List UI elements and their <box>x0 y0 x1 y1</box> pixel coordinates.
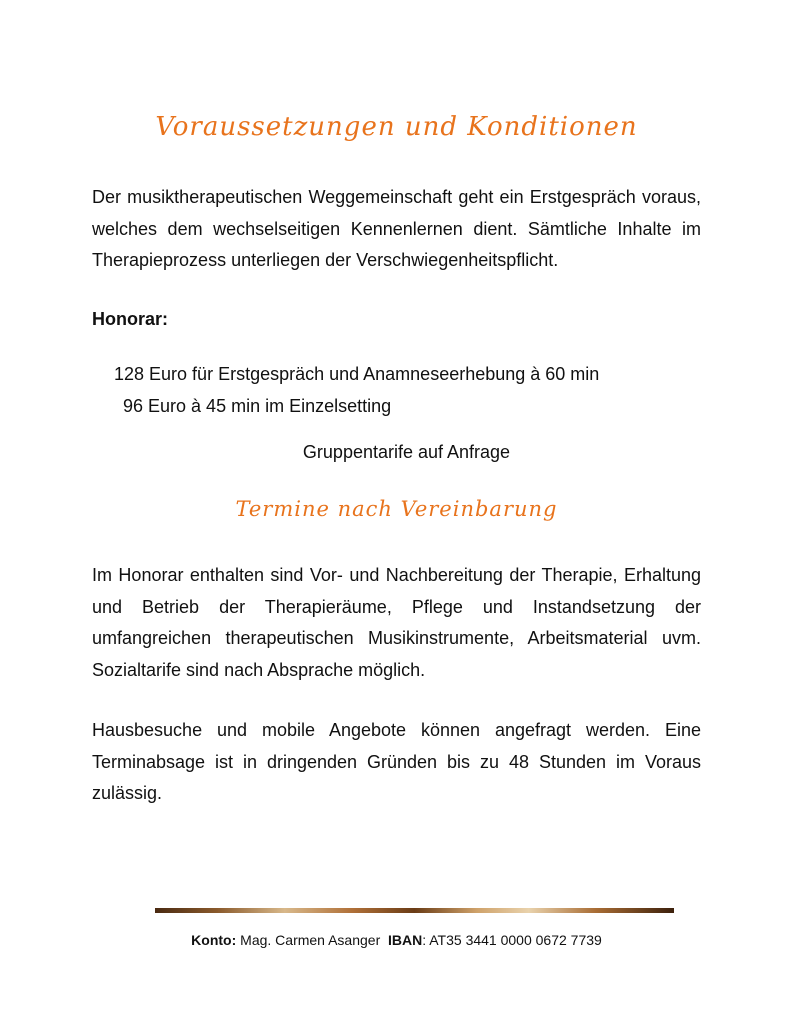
group-rates-line: Gruppentarife auf Anfrage <box>302 442 511 462</box>
account-holder: Mag. Carmen Asanger <box>240 932 381 948</box>
iban-number: : AT35 3441 0000 0672 7739 <box>422 932 602 948</box>
appointments-heading: Termine nach Vereinbarung <box>235 497 558 521</box>
intro-paragraph: Der musiktherapeutischen Weggemeinschaft geht ein Erstgespräch voraus, welches dem wechselseitigen Kennenlernen dient. Sämtliche Inhalte im Therapieprozess unterliegen der Verschwiegenheitspflicht. <box>92 187 701 270</box>
fee-line-first-session: 128 Euro für Erstgespräch und Anamneseerhebung à 60 min <box>114 364 600 384</box>
fee-line-single-setting: 96 Euro à 45 min im Einzelsetting <box>123 396 392 416</box>
honorar-label: Honorar: <box>92 309 168 329</box>
included-services-paragraph: Im Honorar enthalten sind Vor- und Nachbereitung der Therapie, Erhaltung und Betrieb der Therapieräume, Pflege und Instandsetzung der umfangreichen therapeutischen Musikinstrumente, Arbeitsmaterial uvm. Sozialtarife sind nach Absprache möglich. <box>92 565 701 680</box>
page-title: Voraussetzungen und Konditionen <box>155 112 638 142</box>
konto-label: Konto: <box>191 932 237 948</box>
footer-divider <box>155 908 674 913</box>
bank-account-footer <box>0 932 793 948</box>
home-visits-paragraph: Hausbesuche und mobile Angebote können angefragt werden. Eine Terminabsage ist in dringenden Gründen bis zu 48 Stunden im Voraus zulässig. <box>92 720 701 803</box>
iban-label: IBAN <box>388 932 423 948</box>
